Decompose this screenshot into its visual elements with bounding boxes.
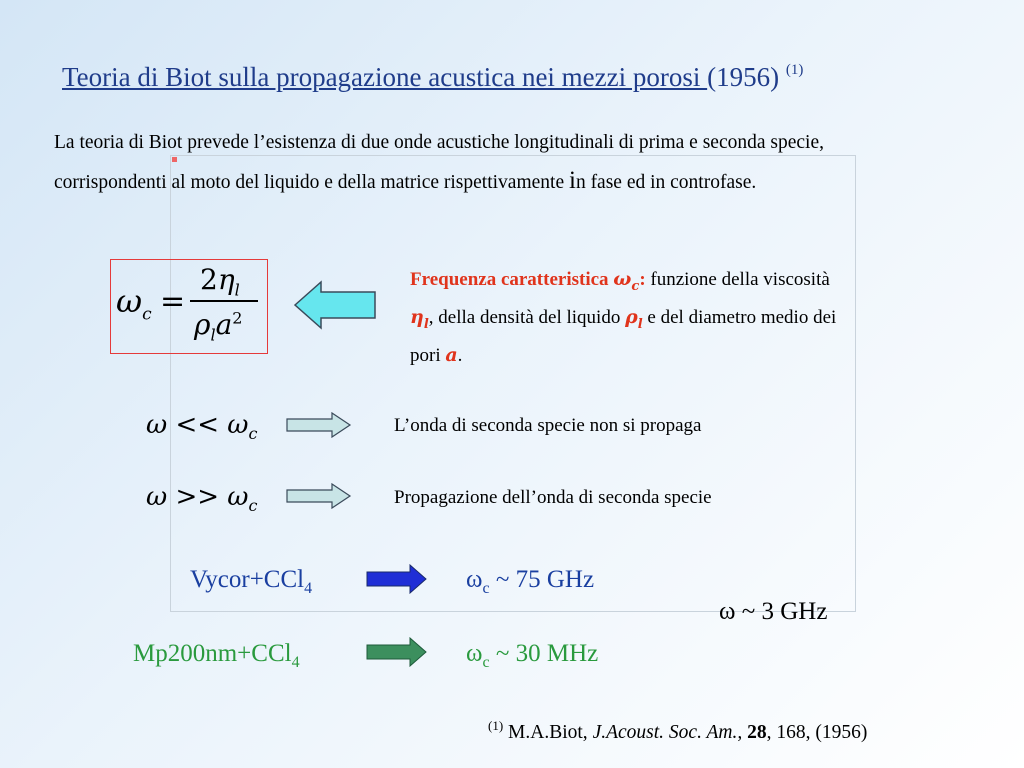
characteristic-colon: :: [639, 269, 646, 290]
reference-mark: (1): [488, 718, 504, 733]
characteristic-t3: e del diametro medio dei pori: [410, 306, 837, 366]
formula-num-two: 2: [200, 263, 218, 296]
title-main: Teoria di Biot sulla propagazione acustica nei mezzi porosi: [62, 62, 708, 92]
embedded-object-frame: [170, 155, 856, 612]
condition-formula-low-sub: c: [248, 424, 258, 444]
sample-name-vycor-main: Vycor+CCl: [190, 566, 305, 593]
formula-omega-sub: c: [142, 304, 152, 325]
characteristic-rho-sub: l: [637, 316, 643, 332]
sample-value-mp200-omega: ω: [466, 640, 483, 667]
condition-formula-high-sub: c: [248, 496, 258, 516]
intro-text-2: n fase ed in controfase.: [575, 172, 757, 193]
reference-journal: J.Acoust. Soc. Am.,: [592, 722, 743, 743]
formula-den-exp: 2: [232, 308, 243, 328]
title-footnote-mark: (1): [785, 62, 804, 78]
characteristic-eta: η: [410, 305, 424, 328]
characteristic-t1: funzione della viscosità: [645, 269, 830, 290]
reference-volume: 28: [747, 722, 767, 743]
characteristic-frequency-text: [410, 264, 850, 371]
formula-num-sub: l: [234, 280, 240, 300]
sample-value-vycor-sub: c: [482, 580, 490, 597]
condition-formula-low-main: ω << ω: [146, 410, 249, 440]
condition-formula-high: [146, 482, 257, 515]
formula-denominator: [194, 308, 242, 345]
characteristic-omega-sub: c: [631, 278, 640, 294]
characteristic-a: a: [445, 343, 458, 366]
characteristic-t4: .: [457, 344, 463, 366]
reference-footnote: [488, 718, 867, 744]
characteristic-eta-sub: l: [423, 316, 429, 332]
characteristic-rho: ρ: [625, 305, 638, 328]
left-arrow-icon: [293, 280, 377, 330]
condition-formula-high-main: ω >> ω: [146, 482, 249, 512]
condition-text-high: Propagazione dell’onda di seconda specie: [394, 487, 712, 508]
sample-name-vycor: [190, 566, 312, 598]
omega-probe: ω ~ 3 GHz: [719, 598, 828, 625]
right-arrow-icon: [286, 483, 352, 509]
sample-name-mp200-main: Mp200nm+CCl: [133, 640, 292, 667]
sample-value-vycor: [466, 566, 594, 598]
formula-numerator: [200, 263, 240, 300]
formula-den-sub: l: [210, 325, 216, 345]
condition-formula-low: [146, 410, 257, 443]
formula-den-rho: ρ: [194, 308, 211, 341]
intro-paragraph: [54, 124, 934, 202]
right-arrow-icon: [286, 412, 352, 438]
slide-title: [62, 62, 803, 93]
sample-value-mp200-val: ~ 30 MHz: [489, 640, 599, 667]
formula-num-eta: η: [217, 263, 235, 296]
characteristic-omega: ω: [613, 268, 632, 290]
reference-rest: , 168, (1956): [766, 722, 868, 743]
title-year: (1956): [707, 62, 780, 92]
characteristic-label: Frequenza caratteristica: [410, 269, 609, 290]
intro-big-i: i: [568, 167, 576, 194]
condition-text-low: L’onda di seconda specie non si propaga: [394, 415, 702, 436]
right-arrow-icon: [366, 637, 428, 667]
formula-den-a: a: [215, 308, 233, 341]
formula-fraction-bar: [190, 300, 258, 302]
right-arrow-icon: [366, 564, 428, 594]
sample-value-mp200-sub: c: [482, 654, 490, 671]
reference-author: M.A.Biot,: [503, 722, 593, 743]
sample-value-vycor-val: ~ 75 GHz: [489, 566, 595, 593]
formula-omega: ω: [116, 282, 143, 320]
characteristic-t2: , della densità del liquido: [428, 306, 626, 328]
formula-equals: =: [160, 284, 186, 319]
sample-value-vycor-omega: ω: [466, 566, 483, 593]
formula-lhs: [116, 282, 152, 324]
sample-name-mp200-sub: 4: [291, 654, 300, 671]
sample-name-vycor-sub: 4: [304, 580, 313, 597]
intro-text-1: La teoria di Biot prevede l’esistenza di due onde acustiche longitudinali di prima e seconda specie, corrispondenti al moto del liquido e della matrice rispettivamente: [54, 132, 824, 193]
sample-value-mp200: [466, 640, 598, 672]
sample-name-mp200: [133, 640, 300, 672]
